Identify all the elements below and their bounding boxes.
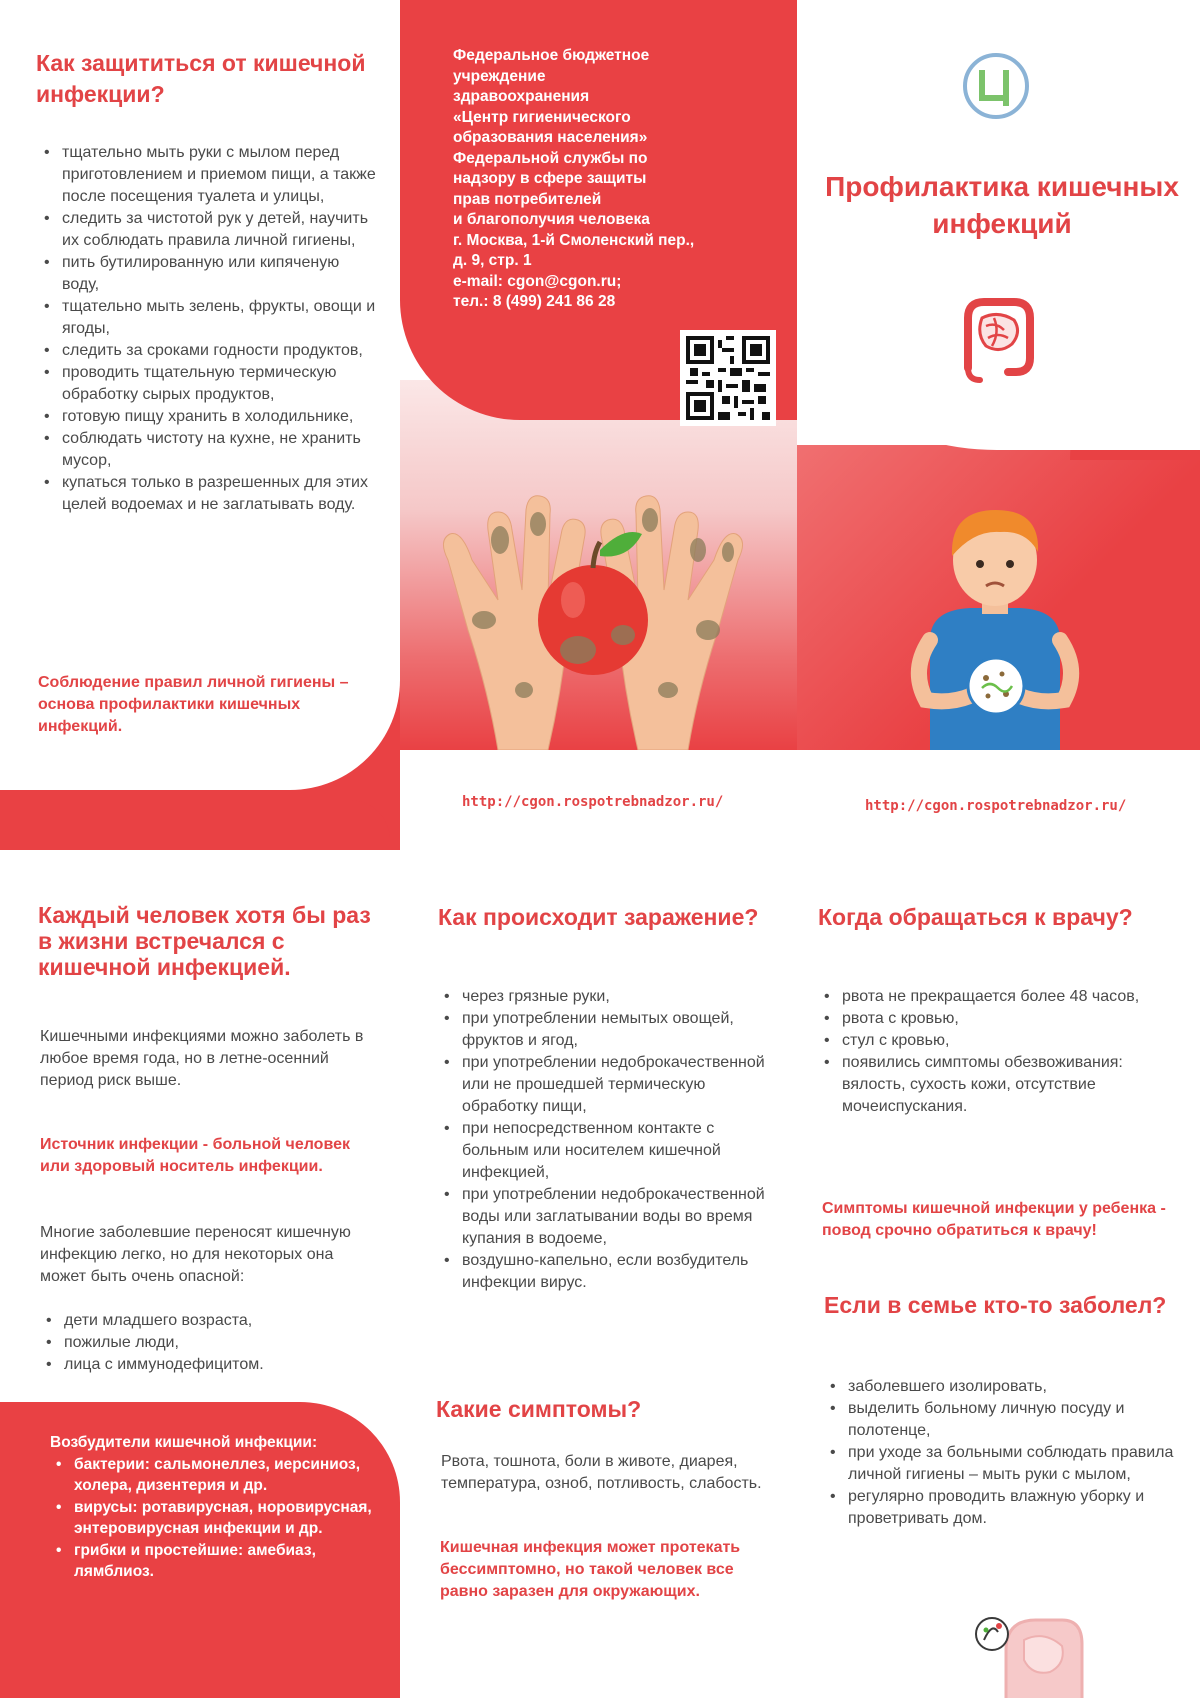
list-item: • вирусы: ротавирусная, норовирусная, энтеровирусная инфекции и др. [52,1497,380,1540]
list-item: • соблюдать чистоту на кухне, не хранить мусор, [40,428,380,472]
org-phone: тел.: 8 (499) 241 86 28 [453,293,616,310]
prevention-note: Соблюдение правил личной гигиены – основа профилактики кишечных инфекций. [38,674,349,735]
symptoms-text: Рвота, тошнота, боли в животе, диарея, температура, озноб, потливость, слабость. [441,1453,762,1492]
symptoms-title: Какие симптомы? [436,1396,642,1422]
org-line: образования населения» [453,129,648,146]
list-item: • лица с иммунодефицитом. [42,1354,382,1376]
list-item: • следить за чистотой рук у детей, научить их соблюдать правила личной гигиены, [40,208,380,252]
qr-code[interactable] [680,330,776,426]
list-item: • рвота с кровью, [820,1008,1180,1030]
org-line: д. 9, стр. 1 [453,252,532,269]
list-item: • пожилые люди, [42,1332,382,1354]
everyone-paragraph-2: Многие заболевшие переносят кишечную инфекцию легко, но для некоторых она может быть очень опасной: [40,1224,351,1285]
doctor-title: Когда обращаться к врачу? [818,904,1133,930]
list-item: • при непосредственном контакте с больным или носителем кишечной инфекцией, [440,1118,770,1184]
doctor-list [820,986,1180,1118]
list-item: • бактерии: сальмонеллез, иерсиниоз, холера, дизентерия и др. [52,1454,380,1497]
org-line: надзору в сфере защиты [453,170,647,187]
list-item: • заболевшего изолировать, [826,1376,1186,1398]
list-item: • стул с кровью, [820,1030,1180,1052]
org-line: г. Москва, 1-й Смоленский пер., [453,231,695,249]
website-link-left[interactable]: http://cgon.rospotrebnadzor.ru/ [462,794,724,810]
org-line: и благополучия человека [453,211,650,228]
pathogens-section [50,1432,380,1583]
list-item: • при уходе за больными соблюдать правила личной гигиены – мыть руки с мылом, [826,1442,1186,1486]
list-item: • тщательно мыть руки с мылом перед приготовлением и приемом пищи, а также после посещения туалета и улицы, [40,142,380,208]
list-item: • через грязные руки, [440,986,770,1008]
list-item: • при употреблении немытых овощей, фруктов и ягод, [440,1008,770,1052]
brochure-title: Профилактика кишечных инфекций [825,171,1179,239]
list-item: • готовую пищу хранить в холодильнике, [40,406,380,428]
doctor-note: Симптомы кишечной инфекции у ребенка - повод срочно обратиться к врачу! [822,1200,1166,1239]
org-line: Федеральное бюджетное [453,47,650,64]
transmission-list [440,986,770,1294]
infection-source-note: Источник инфекции - больной человек или здоровый носитель инфекции. [40,1136,350,1175]
stomach-bacteria-icon [966,1600,1090,1698]
list-item: • появились симптомы обезвоживания: вялость, сухость кожи, отсутствие мочеиспускания. [820,1052,1180,1118]
list-item: • регулярно проводить влажную уборку и проветривать дом. [826,1486,1186,1530]
pathogens-title: Возбудители кишечной инфекции: [50,1434,318,1451]
list-item: • следить за сроками годности продуктов, [40,340,380,362]
list-item: • тщательно мыть зелень, фрукты, овощи и ягоды, [40,296,380,340]
symptoms-note: Кишечная инфекция может протекать бессимптомно, но такой человек все равно заразен для окружающих. [440,1539,741,1600]
risk-groups-list [42,1310,382,1376]
org-line: здравоохранения [453,88,590,105]
intestine-icon [948,288,1048,388]
list-item: • воздушно-капельно, если возбудитель инфекции вирус. [440,1250,770,1294]
prevention-list [40,142,380,516]
list-item: • проводить тщательную термическую обработку сырых продуктов, [40,362,380,406]
transmission-title: Как происходит заражение? [438,904,759,930]
family-title: Если в семье кто-то заболел? [824,1292,1167,1318]
list-item: • рвота не прекращается более 48 часов, [820,986,1180,1008]
prevention-title: Как защититься от кишечной инфекции? [36,50,366,107]
everyone-title: Каждый человек хотя бы раз в жизни встречался с кишечной инфекцией. [38,902,371,980]
family-list [826,1376,1186,1530]
org-line: «Центр гигиенического [453,108,631,126]
list-item: • купаться только в разрешенных для этих целей водоемах и не заглатывать воду. [40,472,380,516]
org-line: учреждение [453,67,546,85]
org-line: прав потребителей [453,190,602,208]
org-line: Федеральной службы по [453,149,648,167]
org-email: e-mail: cgon@cgon.ru; [453,272,622,290]
list-item: • грибки и простейшие: амебиаз, лямблиоз. [52,1540,380,1583]
pathogens-list [52,1454,380,1583]
left-panel-red-strip [0,800,390,850]
list-item: • при употреблении недоброкачественной воды или заглатывании воды во время купания в водоеме, [440,1184,770,1250]
list-item: • при употреблении недоброкачественной или не прошедшей термическую обработку пищи, [440,1052,770,1118]
list-item: • пить бутилированную или кипяченую воду, [40,252,380,296]
qr-code-icon [686,336,770,420]
website-link-right[interactable]: http://cgon.rospotrebnadzor.ru/ [865,798,1127,814]
everyone-paragraph-1: Кишечными инфекциями можно заболеть в любое время года, но в летне-осенний период риск выше. [40,1028,364,1089]
dirty-hands-apple-illustration [428,490,758,750]
cgon-logo-icon [962,52,1030,120]
sick-boy-illustration [890,490,1100,750]
organization-info [453,46,763,313]
list-item: • дети младшего возраста, [42,1310,382,1332]
list-item: • выделить больному личную посуду и полотенце, [826,1398,1186,1442]
